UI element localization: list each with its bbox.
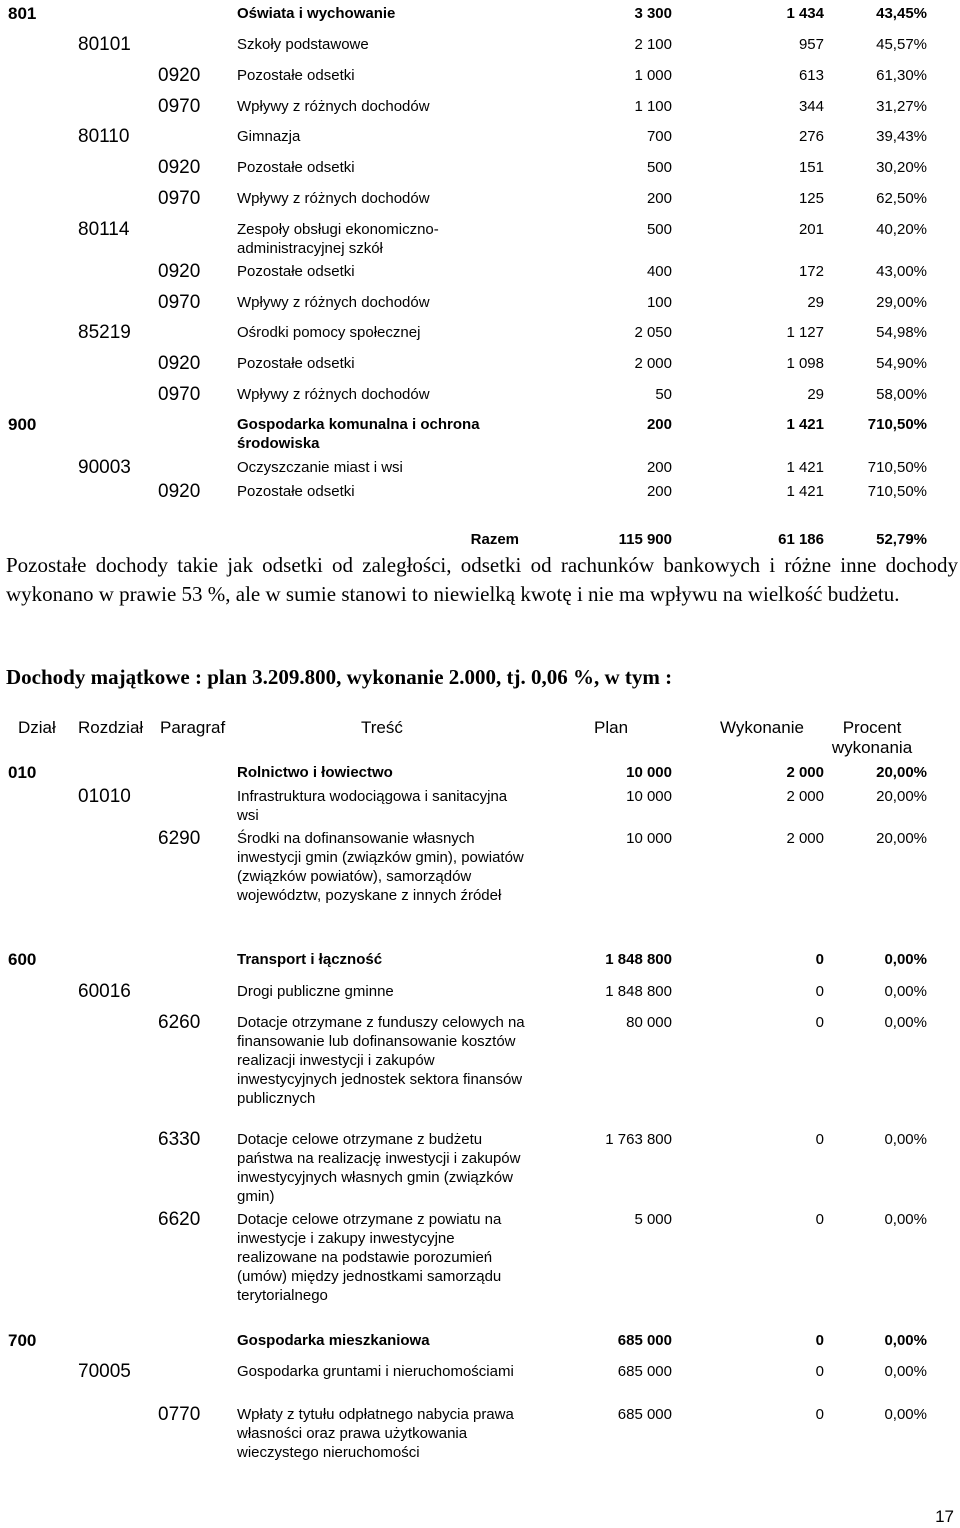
cell-procent: 0,00%: [884, 1406, 927, 1423]
cell-plan: 500: [646, 221, 672, 238]
cell-plan: 100: [646, 294, 672, 311]
cell-paragraf: 0770: [158, 1404, 201, 1425]
cell-plan: 400: [646, 263, 672, 280]
cell-plan: 2 050: [634, 324, 672, 341]
cell-procent: 61,30%: [876, 67, 927, 84]
cell-paragraf: 0920: [158, 481, 201, 502]
cell-paragraf: 6260: [158, 1012, 201, 1033]
cell-dzial: 010: [8, 763, 37, 782]
cell-procent: 58,00%: [876, 386, 927, 403]
cell-wykonanie: 1 421: [786, 459, 824, 476]
cell-rozdzial: 80101: [78, 34, 131, 55]
cell-plan: 200: [646, 190, 672, 207]
total-plan: 115 900: [618, 531, 672, 548]
cell-plan: 5 000: [634, 1211, 672, 1228]
cell-tresc: Środki na dofinansowanie własnych inwestycji gmin (związków gmin), powiatów (związków powiatów), samorządów województw, pozyskane z innych źródeł: [237, 830, 524, 904]
cell-procent: 39,43%: [876, 128, 927, 145]
cell-wykonanie: 1 421: [786, 483, 824, 500]
cell-procent: 43,00%: [876, 263, 927, 280]
cell-plan: 2 100: [634, 36, 672, 53]
cell-plan: 1 000: [634, 67, 672, 84]
cell-plan: 500: [646, 159, 672, 176]
cell-plan: 3 300: [634, 5, 672, 22]
cell-wykonanie: 125: [798, 190, 824, 207]
summary-paragraph: Pozostałe dochody takie jak odsetki od zaległości, odsetki od rachunków bankowych i różne inne dochody wykonano w prawie 53 %, ale w sumie stanowi to niewielką kwotę i nie ma wpływu na wielkość budżetu.: [6, 553, 958, 606]
cell-dzial: 600: [8, 950, 37, 969]
cell-plan: 200: [646, 416, 672, 433]
section-heading: Dochody majątkowe : plan 3.209.800, wykonanie 2.000, tj. 0,06 %, w tym :: [6, 665, 673, 689]
cell-wykonanie: 201: [798, 221, 824, 238]
header-procent-line2: wykonania: [831, 738, 913, 757]
cell-procent: 45,57%: [876, 36, 927, 53]
header-dzial: Dział: [18, 718, 56, 737]
cell-procent: 29,00%: [876, 294, 927, 311]
cell-wykonanie: 613: [798, 67, 824, 84]
cell-plan: 50: [655, 386, 672, 403]
cell-paragraf: 0920: [158, 157, 201, 178]
cell-tresc: Wpływy z różnych dochodów: [237, 190, 430, 207]
cell-tresc: Oczyszczanie miast i wsi: [237, 459, 403, 476]
cell-procent: 0,00%: [884, 1363, 927, 1380]
cell-tresc: Wpływy z różnych dochodów: [237, 98, 430, 115]
cell-wykonanie: 0: [815, 1014, 824, 1031]
cell-procent: 43,45%: [876, 5, 927, 22]
cell-rozdzial: 60016: [78, 981, 131, 1002]
cell-tresc: Rolnictwo i łowiectwo: [237, 764, 393, 781]
cell-wykonanie: 0: [815, 1363, 824, 1380]
cell-tresc: Wpływy z różnych dochodów: [237, 294, 430, 311]
cell-plan: 200: [646, 483, 672, 500]
cell-paragraf: 6330: [158, 1129, 201, 1150]
header-procent: [807, 718, 937, 758]
cell-paragraf: 0970: [158, 384, 201, 405]
cell-tresc: Gospodarka komunalna i ochrona środowiska: [237, 416, 480, 452]
cell-plan: 1 848 800: [605, 951, 672, 968]
cell-procent: 0,00%: [884, 1131, 927, 1148]
cell-procent: 0,00%: [884, 1014, 927, 1031]
cell-wykonanie: 29: [807, 386, 824, 403]
cell-plan: 10 000: [626, 830, 672, 847]
cell-tresc: Wpłaty z tytułu odpłatnego nabycia prawa własności oraz prawa użytkowania wieczystego nieruchomości: [237, 1406, 514, 1461]
cell-plan: 10 000: [626, 764, 672, 781]
cell-procent: 0,00%: [884, 1211, 927, 1228]
cell-wykonanie: 344: [798, 98, 824, 115]
cell-wykonanie: 0: [815, 1406, 824, 1423]
cell-wykonanie: 0: [815, 1131, 824, 1148]
cell-procent: 62,50%: [876, 190, 927, 207]
cell-procent: 54,98%: [876, 324, 927, 341]
cell-wykonanie: 2 000: [786, 764, 824, 781]
cell-plan: 685 000: [617, 1332, 672, 1349]
header-wykonanie: Wykonanie: [720, 718, 804, 737]
cell-wykonanie: 1 434: [786, 5, 824, 22]
cell-tresc: Szkoły podstawowe: [237, 36, 369, 53]
cell-wykonanie: 0: [815, 951, 824, 968]
cell-procent: 710,50%: [867, 459, 927, 476]
cell-wykonanie: 957: [798, 36, 824, 53]
cell-tresc: Dotacje otrzymane z funduszy celowych na finansowanie lub dofinansowanie kosztów realizacji inwestycji i zakupów inwestycyjnych jednostek sektora finansów publicznych: [237, 1014, 525, 1107]
cell-tresc: Pozostałe odsetki: [237, 159, 355, 176]
cell-wykonanie: 1 127: [786, 324, 824, 341]
cell-tresc: Gospodarka mieszkaniowa: [237, 1332, 430, 1349]
cell-wykonanie: 0: [815, 1332, 824, 1349]
cell-plan: 2 000: [634, 355, 672, 372]
header-plan: Plan: [594, 718, 629, 737]
cell-procent: 710,50%: [867, 416, 927, 433]
cell-plan: 1 848 800: [605, 983, 672, 1000]
cell-procent: 0,00%: [884, 983, 927, 1000]
cell-tresc: Pozostałe odsetki: [237, 483, 355, 500]
cell-wykonanie: 29: [807, 294, 824, 311]
cell-dzial: 801: [8, 4, 37, 23]
cell-procent: 54,90%: [876, 355, 927, 372]
cell-tresc: Dotacje celowe otrzymane z budżetu państwa na realizację inwestycji i zakupów inwestycyjnych własnych gmin (związków gmin): [237, 1131, 521, 1205]
header-procent-line1: Procent: [842, 718, 902, 737]
cell-paragraf: 0970: [158, 188, 201, 209]
cell-procent: 31,27%: [876, 98, 927, 115]
cell-procent: 20,00%: [876, 764, 927, 781]
cell-plan: 80 000: [626, 1014, 672, 1031]
header-paragraf: Paragraf: [160, 718, 226, 737]
cell-rozdzial: 85219: [78, 322, 131, 343]
cell-tresc: Ośrodki pomocy społecznej: [237, 324, 421, 341]
cell-paragraf: 0970: [158, 292, 201, 313]
cell-dzial: 700: [8, 1331, 37, 1350]
total-wykonanie: 61 186: [778, 531, 824, 548]
cell-wykonanie: 151: [798, 159, 824, 176]
cell-wykonanie: 1 421: [786, 416, 824, 433]
header-rozdzial: Rozdział: [78, 718, 144, 737]
cell-paragraf: 0920: [158, 65, 201, 86]
cell-tresc: Pozostałe odsetki: [237, 355, 355, 372]
cell-plan: 10 000: [626, 788, 672, 805]
cell-rozdzial: 01010: [78, 786, 131, 807]
cell-procent: 30,20%: [876, 159, 927, 176]
cell-tresc: Wpływy z różnych dochodów: [237, 386, 430, 403]
total-label: Razem: [470, 531, 519, 548]
cell-plan: 200: [646, 459, 672, 476]
cell-tresc: Oświata i wychowanie: [237, 5, 396, 22]
cell-tresc: Zespoły obsługi ekonomiczno-administracyjnej szkół: [237, 221, 439, 257]
cell-plan: 1 100: [634, 98, 672, 115]
cell-procent: 20,00%: [876, 788, 927, 805]
cell-paragraf: 0920: [158, 353, 201, 374]
cell-procent: 40,20%: [876, 221, 927, 238]
cell-paragraf: 0920: [158, 261, 201, 282]
cell-paragraf: 0970: [158, 96, 201, 117]
cell-rozdzial: 80114: [78, 219, 130, 240]
cell-tresc: Pozostałe odsetki: [237, 67, 355, 84]
total-procent: 52,79%: [876, 531, 927, 548]
cell-wykonanie: 276: [798, 128, 824, 145]
cell-wykonanie: 2 000: [786, 788, 824, 805]
cell-plan: 685 000: [617, 1406, 672, 1423]
cell-procent: 0,00%: [884, 951, 927, 968]
cell-tresc: Dotacje celowe otrzymane z powiatu na inwestycje i zakupy inwestycyjne realizowane na podstawie porozumień (umów) między jednostkami samorządu terytorialnego: [237, 1211, 502, 1304]
cell-plan: 685 000: [617, 1363, 672, 1380]
cell-procent: 20,00%: [876, 830, 927, 847]
cell-procent: 0,00%: [884, 1332, 927, 1349]
cell-tresc: Infrastruktura wodociągowa i sanitacyjna wsi: [237, 788, 508, 824]
cell-tresc: Drogi publiczne gminne: [237, 983, 394, 1000]
cell-paragraf: 6290: [158, 828, 201, 849]
cell-tresc: Transport i łączność: [237, 951, 383, 968]
cell-paragraf: 6620: [158, 1209, 201, 1230]
cell-procent: 710,50%: [867, 483, 927, 500]
cell-wykonanie: 1 098: [786, 355, 824, 372]
cell-tresc: Pozostałe odsetki: [237, 263, 355, 280]
header-tresc: Treść: [361, 718, 403, 737]
cell-rozdzial: 80110: [78, 126, 130, 147]
cell-wykonanie: 172: [798, 263, 824, 280]
cell-plan: 1 763 800: [605, 1131, 672, 1148]
cell-rozdzial: 90003: [78, 457, 131, 478]
cell-wykonanie: 0: [815, 1211, 824, 1228]
cell-wykonanie: 0: [815, 983, 824, 1000]
cell-tresc: Gospodarka gruntami i nieruchomościami: [237, 1363, 514, 1380]
cell-wykonanie: 2 000: [786, 830, 824, 847]
cell-rozdzial: 70005: [78, 1361, 131, 1382]
cell-tresc: Gimnazja: [237, 128, 301, 145]
cell-dzial: 900: [8, 415, 37, 434]
cell-plan: 700: [646, 128, 672, 145]
page-number: 17: [935, 1507, 954, 1526]
